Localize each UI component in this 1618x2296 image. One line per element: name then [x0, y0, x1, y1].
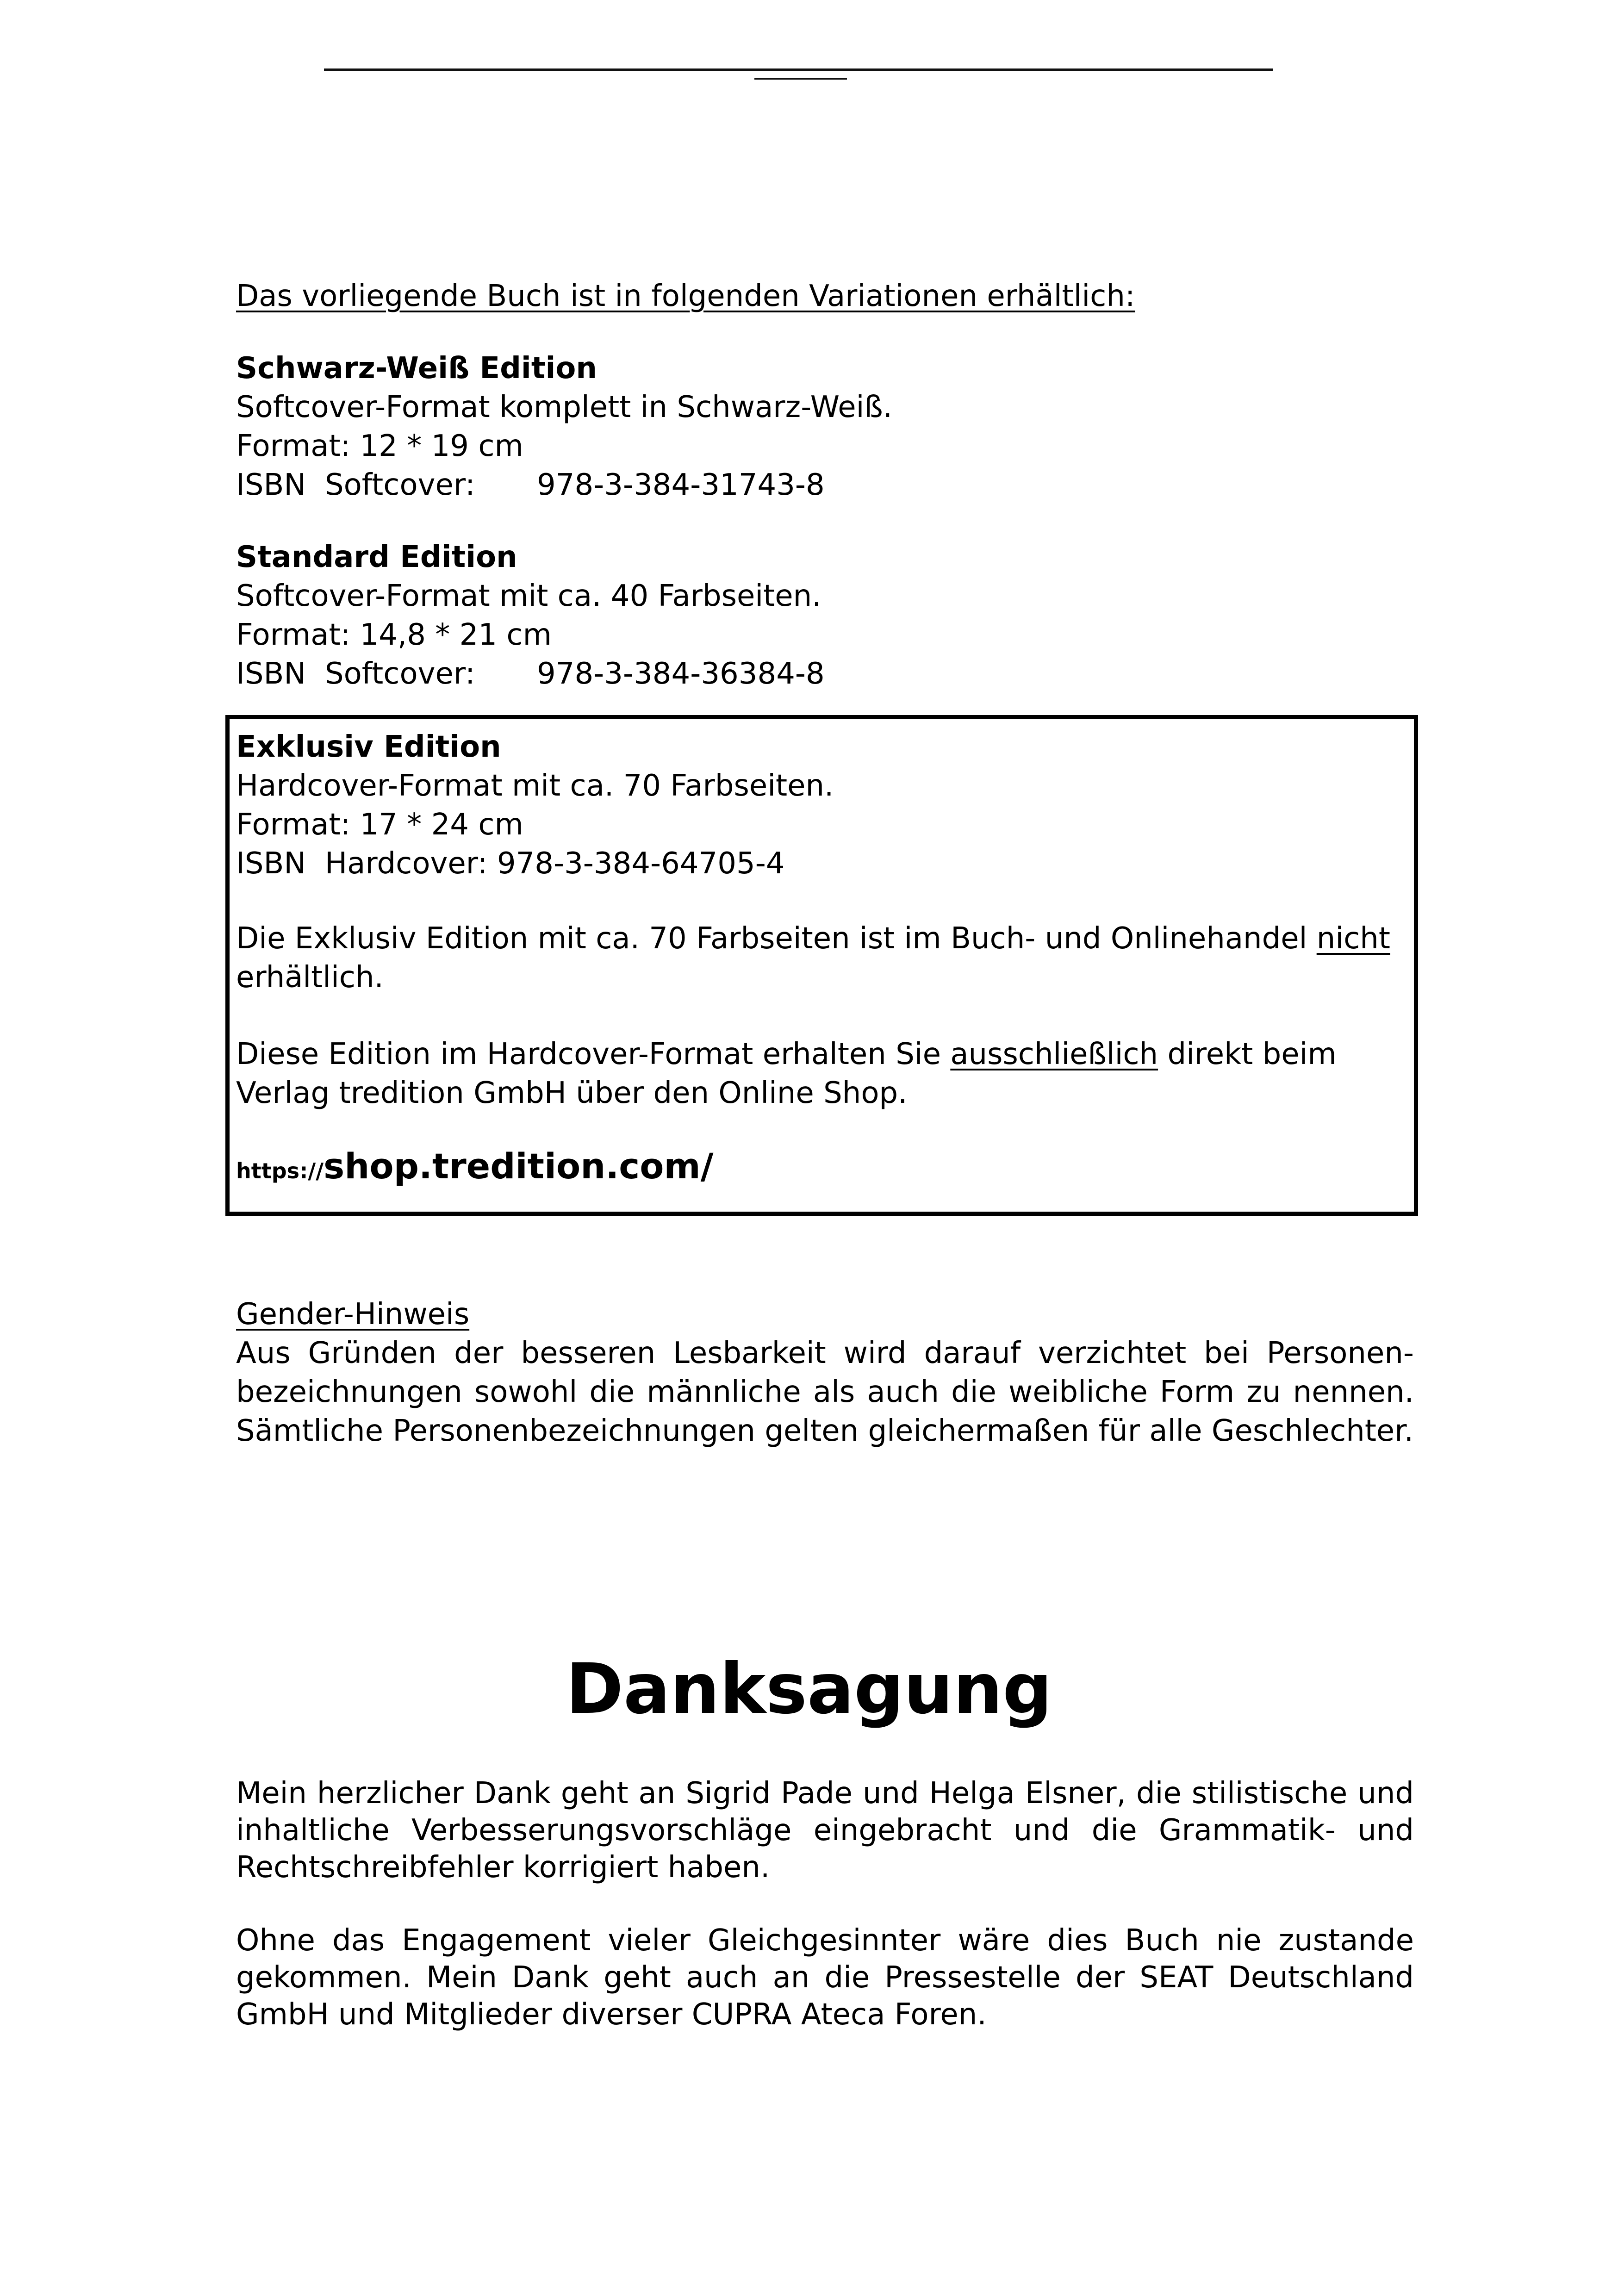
gender-line: Aus Gründen der besseren Lesbarkeit wird darauf verzichtet bei Personen- [236, 1336, 1414, 1370]
paragraph-line: Ohne das Engagement vieler Gleichgesinnter wäre dies Buch nie zustande [236, 1923, 1414, 1958]
edition-standard [236, 538, 825, 693]
isbn-value: 978-3-384-36384-8 [537, 657, 825, 691]
isbn-label: ISBN Softcover: [236, 657, 475, 691]
gender-note [236, 1295, 1414, 1450]
paragraph-line: GmbH und Mitglieder diverser CUPRA Ateca Foren. [236, 1997, 987, 2032]
edition-description: Softcover-Format mit ca. 40 Farbseiten. [236, 579, 821, 613]
gender-line: bezeichnungen sowohl die männliche als auch die weibliche Form zu nennen. [236, 1375, 1414, 1409]
edition-isbn-row [236, 654, 825, 693]
shop-url-main: shop.tredition.com/ [324, 1145, 714, 1187]
isbn-value: 978-3-384-31743-8 [537, 468, 825, 502]
exklusiv-note-shop [236, 1035, 1337, 1113]
edition-format: Format: 12 * 19 cm [236, 429, 523, 463]
danksagung-paragraph-1 [236, 1775, 1414, 1886]
gender-heading: Gender-Hinweis [236, 1297, 470, 1332]
scan-artifact-line-short [754, 78, 847, 80]
isbn-label: ISBN Softcover: [236, 468, 475, 502]
note-text-continued: erhältlich. [236, 960, 384, 995]
gender-line: Sämtliche Personenbezeichnungen gelten gleichermaßen für alle Geschlechter. [236, 1414, 1414, 1448]
paragraph-line: Rechtschreibfehler korrigiert haben. [236, 1850, 770, 1885]
intro-text: Das vorliegende Buch ist in folgenden Variationen erhältlich: [236, 279, 1135, 313]
note-text-after: direkt beim [1158, 1037, 1337, 1071]
paragraph-line: gekommen. Mein Dank geht auch an die Pressestelle der SEAT Deutschland [236, 1960, 1414, 1995]
paragraph-line: inhaltliche Verbesserungsvorschläge eingebracht und die Grammatik- und [236, 1813, 1414, 1848]
danksagung-paragraph-2 [236, 1922, 1414, 2033]
note-emphasis-nicht: nicht [1316, 921, 1390, 956]
edition-isbn-row [236, 466, 892, 504]
exklusiv-note-availability [236, 919, 1390, 997]
note-emphasis-ausschliesslich: ausschließlich [950, 1037, 1158, 1071]
edition-description: Hardcover-Format mit ca. 70 Farbseiten. [236, 769, 834, 803]
shop-url-link[interactable] [236, 1143, 713, 1194]
note-text-line2: Verlag tredition GmbH über den Online Shop. [236, 1076, 908, 1110]
edition-format: Format: 14,8 * 21 cm [236, 618, 552, 652]
danksagung-heading: Danksagung [566, 1649, 1052, 1730]
edition-title: Schwarz-Weiß Edition [236, 351, 597, 386]
edition-description: Softcover-Format komplett in Schwarz-Weiß. [236, 390, 893, 424]
note-text: Diese Edition im Hardcover-Format erhalten Sie [236, 1037, 951, 1071]
note-text: Die Exklusiv Edition mit ca. 70 Farbseiten ist im Buch- und Onlinehandel [236, 921, 1317, 956]
edition-format: Format: 17 * 24 cm [236, 808, 523, 842]
edition-exklusiv [236, 728, 834, 883]
shop-url-prefix: https:// [236, 1158, 324, 1183]
edition-schwarz-weiss [236, 349, 892, 504]
scan-artifact-line [324, 68, 1273, 71]
edition-title: Exklusiv Edition [236, 730, 501, 764]
edition-isbn-row: ISBN Hardcover: 978-3-384-64705-4 [236, 846, 785, 881]
paragraph-line: Mein herzlicher Dank geht an Sigrid Pade und Helga Elsner, die stilistische und [236, 1776, 1414, 1811]
edition-title: Standard Edition [236, 540, 517, 574]
